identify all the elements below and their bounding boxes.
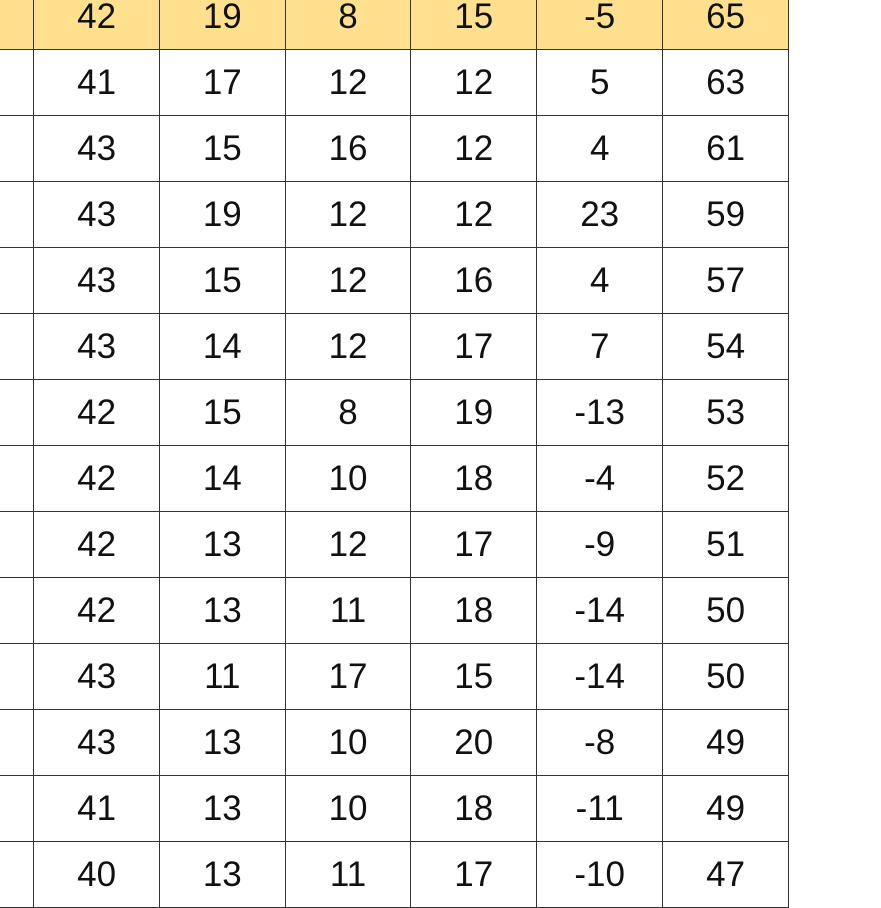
table-cell: 12 <box>411 50 537 116</box>
table-cell: 13 <box>159 578 285 644</box>
table-cell: 42 <box>34 0 160 50</box>
table-cell-cutoff <box>0 710 34 776</box>
table-cell: 10 <box>285 776 411 842</box>
table-cell-cutoff <box>0 314 34 380</box>
table-cell-cutoff <box>0 182 34 248</box>
table-cell: 7 <box>537 314 663 380</box>
table-cell: 12 <box>285 512 411 578</box>
table-cell: 49 <box>663 776 789 842</box>
table-row <box>0 314 789 380</box>
table-cell: 12 <box>411 116 537 182</box>
table-cell: 14 <box>159 446 285 512</box>
table-cell: 43 <box>34 644 160 710</box>
table-cell: 10 <box>285 710 411 776</box>
table-cell: 13 <box>159 710 285 776</box>
table-cell: 23 <box>537 182 663 248</box>
table-cell: 14 <box>159 314 285 380</box>
table-cell: 43 <box>34 710 160 776</box>
table-cell: 18 <box>411 578 537 644</box>
table-cell: 13 <box>159 842 285 908</box>
table-cell-cutoff <box>0 842 34 908</box>
table-row <box>0 578 789 644</box>
table-row <box>0 710 789 776</box>
table-cell: 5 <box>537 50 663 116</box>
table-cell: 41 <box>34 50 160 116</box>
table-cell: -14 <box>537 644 663 710</box>
table-cell: 15 <box>411 644 537 710</box>
table-cell: 8 <box>285 380 411 446</box>
table-cell: -13 <box>537 380 663 446</box>
table-cell: -14 <box>537 578 663 644</box>
table-cell: 15 <box>159 116 285 182</box>
table-cell: 61 <box>663 116 789 182</box>
table-cell: 17 <box>411 842 537 908</box>
table-cell: 52 <box>663 446 789 512</box>
table-cell: 17 <box>411 314 537 380</box>
table-cell-cutoff <box>0 446 34 512</box>
table-cell: 16 <box>411 248 537 314</box>
table-cell-cutoff <box>0 50 34 116</box>
table-cell: 17 <box>285 644 411 710</box>
table-cell-cutoff <box>0 248 34 314</box>
table-cell: 59 <box>663 182 789 248</box>
table-cell: 18 <box>411 776 537 842</box>
table-cell: 51 <box>663 512 789 578</box>
table-cell: 43 <box>34 182 160 248</box>
table-cell: -10 <box>537 842 663 908</box>
table-cell: 17 <box>159 50 285 116</box>
table-row <box>0 50 789 116</box>
table-cell: 49 <box>663 710 789 776</box>
table-row-highlighted <box>0 0 789 50</box>
table-row <box>0 116 789 182</box>
table-cell: -5 <box>537 0 663 50</box>
table-cell: 11 <box>159 644 285 710</box>
table-cell: 12 <box>285 50 411 116</box>
table-cell: 15 <box>159 248 285 314</box>
table-row <box>0 644 789 710</box>
table-cell: 43 <box>34 314 160 380</box>
table-cell: 50 <box>663 578 789 644</box>
table-cell: 12 <box>285 248 411 314</box>
table-cell: -11 <box>537 776 663 842</box>
table-cell: 42 <box>34 446 160 512</box>
table-cell: 17 <box>411 512 537 578</box>
table-cell: 11 <box>285 578 411 644</box>
table-row <box>0 380 789 446</box>
table-cell-cutoff <box>0 578 34 644</box>
table-cell: 42 <box>34 380 160 446</box>
table-cell: 4 <box>537 116 663 182</box>
table-cell: 42 <box>34 512 160 578</box>
table-cell: 43 <box>34 116 160 182</box>
table-cell: -8 <box>537 710 663 776</box>
table-cell: 50 <box>663 644 789 710</box>
table-cell-cutoff <box>0 776 34 842</box>
table-cell: 19 <box>159 0 285 50</box>
table-cell: 8 <box>285 0 411 50</box>
table-cell: 11 <box>285 842 411 908</box>
table-cell: 47 <box>663 842 789 908</box>
table-cell: 40 <box>34 842 160 908</box>
table-cell: 18 <box>411 446 537 512</box>
table-cell-cutoff <box>0 380 34 446</box>
table-cell: 10 <box>285 446 411 512</box>
table-cell: 41 <box>34 776 160 842</box>
table-cell: 15 <box>411 0 537 50</box>
table-cell: 13 <box>159 776 285 842</box>
table-cell: 12 <box>285 182 411 248</box>
table-cell: 20 <box>411 710 537 776</box>
table-cell: 19 <box>411 380 537 446</box>
table-cell: 43 <box>34 248 160 314</box>
table-cell: 42 <box>34 578 160 644</box>
table-row <box>0 776 789 842</box>
table-cell: 63 <box>663 50 789 116</box>
table-row <box>0 248 789 314</box>
table-cell: -9 <box>537 512 663 578</box>
table-cell: 54 <box>663 314 789 380</box>
table-row <box>0 842 789 908</box>
table-cell-cutoff <box>0 512 34 578</box>
table-cell: 53 <box>663 380 789 446</box>
table-cell-cutoff <box>0 644 34 710</box>
table-cell: 12 <box>285 314 411 380</box>
table-cell: 57 <box>663 248 789 314</box>
table-cell: 12 <box>411 182 537 248</box>
table-cell: -4 <box>537 446 663 512</box>
table-row <box>0 512 789 578</box>
table-cell-cutoff <box>0 0 34 50</box>
table-row <box>0 446 789 512</box>
table-cell: 16 <box>285 116 411 182</box>
table-cell: 65 <box>663 0 789 50</box>
table-row <box>0 182 789 248</box>
table-cell: 13 <box>159 512 285 578</box>
table-cell: 4 <box>537 248 663 314</box>
table-cell: 19 <box>159 182 285 248</box>
table-cell: 15 <box>159 380 285 446</box>
table-cell-cutoff <box>0 116 34 182</box>
